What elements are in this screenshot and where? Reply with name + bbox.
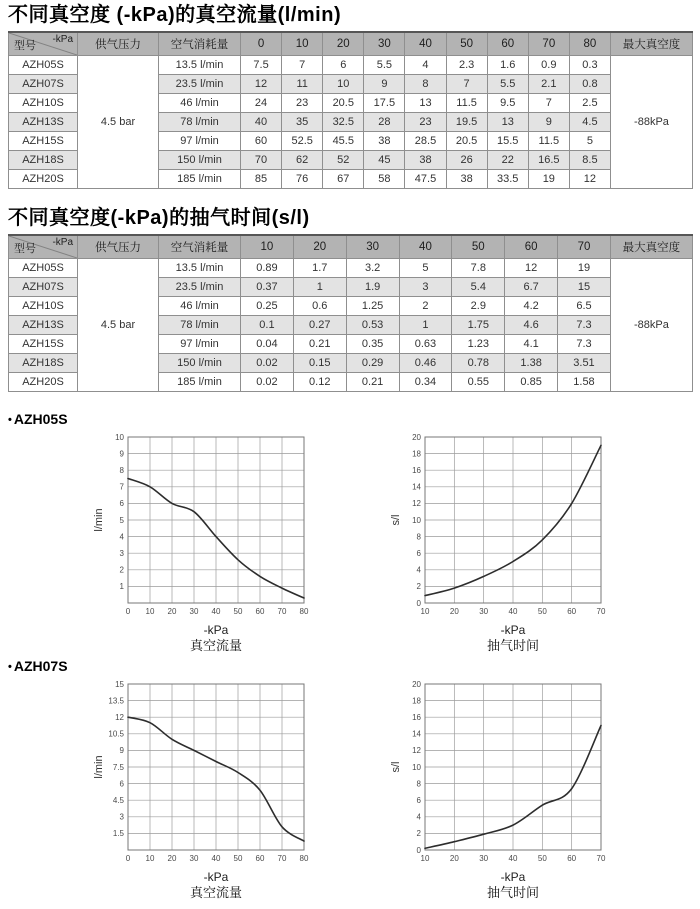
supply-pressure-cell: 4.5 bar	[78, 259, 159, 392]
value-cell: 0.02	[241, 354, 294, 373]
value-cell: 67	[323, 170, 364, 189]
y-tick-label: 4	[119, 532, 124, 542]
value-cell: 11.5	[528, 132, 569, 151]
x-tick-label: 60	[255, 607, 265, 616]
value-cell: 0.27	[293, 316, 346, 335]
value-cell: 23	[405, 113, 446, 132]
value-cell: 7	[282, 56, 323, 75]
value-cell: 1.9	[346, 278, 399, 297]
value-cell: 38	[364, 132, 405, 151]
value-cell: 9	[528, 113, 569, 132]
consumption-cell: 46 l/min	[159, 297, 241, 316]
value-cell: 6.7	[505, 278, 558, 297]
azh05s-time-chart	[387, 433, 627, 654]
consumption-cell: 185 l/min	[159, 373, 241, 392]
value-cell: 13	[487, 113, 528, 132]
corner-kpa-label: -kPa	[52, 34, 73, 45]
y-tick-label: 6	[119, 499, 124, 509]
y-tick-label: 12	[412, 746, 421, 756]
bullet-icon: •	[8, 661, 12, 673]
x-tick-label: 20	[449, 607, 459, 616]
column-header: 供气压力	[78, 235, 159, 259]
max-vacuum-cell: -88kPa	[610, 56, 692, 189]
consumption-cell: 78 l/min	[159, 316, 241, 335]
consumption-cell: 97 l/min	[159, 335, 241, 354]
consumption-cell: 150 l/min	[159, 354, 241, 373]
value-cell: 5.5	[487, 75, 528, 94]
value-cell: 2.5	[569, 94, 610, 113]
value-cell: 38	[446, 170, 487, 189]
value-cell: 0.85	[505, 373, 558, 392]
column-header: 20	[293, 235, 346, 259]
value-cell: 38	[405, 151, 446, 170]
chart-caption: 真空流量	[189, 638, 242, 653]
y-axis-label: s/l	[390, 761, 402, 773]
column-header: 10	[241, 235, 294, 259]
model-cell: AZH10S	[9, 94, 78, 113]
y-tick-label: 8	[416, 532, 421, 542]
model-heading-azh05s	[8, 411, 692, 428]
x-tick-label: 50	[537, 854, 547, 863]
value-cell: 0.15	[293, 354, 346, 373]
x-tick-label: 30	[479, 607, 489, 616]
value-cell: 2.1	[528, 75, 569, 94]
corner-kpa-label: -kPa	[52, 237, 73, 248]
x-tick-label: 40	[211, 607, 221, 616]
y-tick-label: 20	[412, 680, 421, 689]
value-cell: 1.6	[487, 56, 528, 75]
x-tick-label: 10	[420, 607, 430, 616]
value-cell: 0.21	[293, 335, 346, 354]
value-cell: 0.25	[241, 297, 294, 316]
x-tick-label: 60	[567, 854, 577, 863]
chart-caption: 抽气时间	[486, 885, 539, 900]
value-cell: 4.2	[505, 297, 558, 316]
value-cell: 0.37	[241, 278, 294, 297]
y-tick-label: 14	[412, 729, 421, 739]
value-cell: 0.02	[241, 373, 294, 392]
value-cell: 5.4	[452, 278, 505, 297]
y-tick-label: 9	[119, 746, 124, 756]
x-tick-label: 70	[277, 607, 287, 616]
value-cell: 32.5	[323, 113, 364, 132]
column-header: 60	[487, 32, 528, 56]
x-tick-label: 40	[508, 854, 518, 863]
value-cell: 7.5	[241, 56, 282, 75]
y-tick-label: 16	[412, 713, 421, 722]
model-cell: AZH15S	[9, 335, 78, 354]
model-cell: AZH20S	[9, 170, 78, 189]
x-tick-label: 60	[255, 854, 265, 863]
column-header: 30	[364, 32, 405, 56]
y-tick-label: 2	[416, 829, 421, 839]
y-tick-label: 10	[115, 433, 124, 442]
x-tick-label: 20	[167, 607, 177, 616]
consumption-cell: 13.5 l/min	[159, 56, 241, 75]
x-tick-label: 0	[125, 854, 131, 863]
y-tick-label: 8	[119, 466, 124, 475]
y-tick-label: 7.5	[112, 762, 124, 772]
value-cell: 1	[399, 316, 452, 335]
model-cell: AZH18S	[9, 354, 78, 373]
y-tick-label: 4	[416, 812, 421, 822]
y-tick-label: 2	[119, 565, 124, 575]
y-tick-label: 12	[115, 713, 124, 722]
column-header: 30	[346, 235, 399, 259]
value-cell: 11.5	[446, 94, 487, 113]
y-tick-label: 6	[416, 796, 421, 805]
value-cell: 2.9	[452, 297, 505, 316]
value-cell: 11	[282, 75, 323, 94]
consumption-cell: 97 l/min	[159, 132, 241, 151]
x-tick-label: 70	[277, 854, 287, 863]
table-row	[9, 259, 693, 278]
header-row	[9, 32, 693, 56]
y-tick-label: 0	[416, 598, 421, 608]
x-tick-label: 50	[233, 607, 243, 616]
model-cell: AZH07S	[9, 278, 78, 297]
value-cell: 20.5	[323, 94, 364, 113]
value-cell: 22	[487, 151, 528, 170]
model-cell: AZH13S	[9, 316, 78, 335]
value-cell: 0.04	[241, 335, 294, 354]
value-cell: 0.46	[399, 354, 452, 373]
value-cell: 40	[241, 113, 282, 132]
column-header: 最大真空度	[610, 32, 692, 56]
x-tick-label: 70	[596, 854, 606, 863]
value-cell: 19	[558, 259, 611, 278]
time-chart-canvas	[387, 433, 627, 619]
value-cell: 0.3	[569, 56, 610, 75]
y-axis-label: l/min	[93, 755, 105, 779]
y-tick-label: 15	[115, 680, 124, 689]
value-cell: 0.8	[569, 75, 610, 94]
value-cell: 60	[241, 132, 282, 151]
x-axis-label: -kPa	[203, 623, 229, 637]
value-cell: 6	[323, 56, 364, 75]
y-tick-label: 1.5	[112, 829, 124, 839]
value-cell: 12	[241, 75, 282, 94]
value-cell: 9	[364, 75, 405, 94]
flow-section-title: 不同真空度 (-kPa)的真空流量(l/min)	[8, 4, 342, 26]
value-cell: 28.5	[405, 132, 446, 151]
value-cell: 12	[569, 170, 610, 189]
x-tick-label: 30	[189, 607, 199, 616]
value-cell: 12	[505, 259, 558, 278]
evacuation-section-title: 不同真空度(-kPa)的抽气时间(s/l)	[8, 207, 310, 229]
value-cell: 8	[405, 75, 446, 94]
value-cell: 47.5	[405, 170, 446, 189]
model-cell: AZH05S	[9, 56, 78, 75]
value-cell: 16.5	[528, 151, 569, 170]
value-cell: 52	[323, 151, 364, 170]
value-cell: 0.6	[293, 297, 346, 316]
value-cell: 6.5	[558, 297, 611, 316]
model-cell: AZH13S	[9, 113, 78, 132]
y-tick-label: 18	[412, 449, 421, 459]
value-cell: 2.3	[446, 56, 487, 75]
azh07s-flow-chart	[90, 680, 330, 901]
y-tick-label: 10.5	[108, 729, 124, 739]
value-cell: 1.58	[558, 373, 611, 392]
column-header: 50	[446, 32, 487, 56]
column-header: 60	[505, 235, 558, 259]
value-cell: 1.23	[452, 335, 505, 354]
value-cell: 7.3	[558, 316, 611, 335]
x-tick-label: 30	[479, 854, 489, 863]
column-header: 70	[528, 32, 569, 56]
y-tick-label: 8	[416, 779, 421, 789]
header-row	[9, 235, 693, 259]
y-tick-label: 3	[119, 549, 124, 558]
value-cell: 3.51	[558, 354, 611, 373]
value-cell: 20.5	[446, 132, 487, 151]
value-cell: 15.5	[487, 132, 528, 151]
value-cell: 24	[241, 94, 282, 113]
value-cell: 0.1	[241, 316, 294, 335]
column-header: 空气消耗量	[159, 32, 241, 56]
value-cell: 23	[282, 94, 323, 113]
column-header: 最大真空度	[610, 235, 692, 259]
y-axis-label: l/min	[93, 508, 105, 532]
value-cell: 0.89	[241, 259, 294, 278]
y-tick-label: 18	[412, 696, 421, 706]
value-cell: 19	[528, 170, 569, 189]
y-tick-label: 0	[416, 845, 421, 855]
model-heading-text: AZH07S	[13, 658, 68, 674]
model-heading-azh07s	[8, 658, 692, 675]
model-cell: AZH18S	[9, 151, 78, 170]
x-tick-label: 20	[449, 854, 459, 863]
azh07s-charts-row	[8, 680, 692, 901]
value-cell: 52.5	[282, 132, 323, 151]
column-header: 空气消耗量	[159, 235, 241, 259]
value-cell: 3	[399, 278, 452, 297]
column-header: 50	[452, 235, 505, 259]
value-cell: 15	[558, 278, 611, 297]
value-cell: 58	[364, 170, 405, 189]
value-cell: 1.75	[452, 316, 505, 335]
x-tick-label: 10	[420, 854, 430, 863]
vacuum-flow-table	[8, 31, 693, 189]
column-header: 10	[282, 32, 323, 56]
value-cell: 0.9	[528, 56, 569, 75]
column-header: 供气压力	[78, 32, 159, 56]
consumption-cell: 23.5 l/min	[159, 278, 241, 297]
corner-header	[9, 32, 78, 56]
value-cell: 0.78	[452, 354, 505, 373]
value-cell: 45	[364, 151, 405, 170]
value-cell: 70	[241, 151, 282, 170]
value-cell: 7.8	[452, 259, 505, 278]
consumption-cell: 13.5 l/min	[159, 259, 241, 278]
y-tick-label: 20	[412, 433, 421, 442]
evacuation-time-table	[8, 234, 693, 392]
supply-pressure-cell: 4.5 bar	[78, 56, 159, 189]
value-cell: 26	[446, 151, 487, 170]
value-cell: 4.1	[505, 335, 558, 354]
consumption-cell: 185 l/min	[159, 170, 241, 189]
value-cell: 4.5	[569, 113, 610, 132]
value-cell: 0.63	[399, 335, 452, 354]
model-cell: AZH05S	[9, 259, 78, 278]
corner-model-label: 型号	[14, 243, 36, 255]
value-cell: 4	[405, 56, 446, 75]
y-tick-label: 6	[119, 779, 124, 789]
x-axis-label: -kPa	[500, 623, 526, 637]
y-tick-label: 7	[119, 482, 124, 492]
value-cell: 45.5	[323, 132, 364, 151]
value-cell: 19.5	[446, 113, 487, 132]
value-cell: 5	[569, 132, 610, 151]
y-tick-label: 4	[416, 565, 421, 575]
chart-caption: 抽气时间	[486, 638, 539, 653]
value-cell: 1	[293, 278, 346, 297]
value-cell: 7.3	[558, 335, 611, 354]
corner-header	[9, 235, 78, 259]
y-tick-label: 1	[119, 582, 124, 592]
model-heading-text: AZH05S	[13, 411, 68, 427]
model-cell: AZH07S	[9, 75, 78, 94]
value-cell: 5	[399, 259, 452, 278]
y-tick-label: 6	[416, 549, 421, 558]
x-tick-label: 10	[145, 607, 155, 616]
value-cell: 0.53	[346, 316, 399, 335]
value-cell: 7	[446, 75, 487, 94]
value-cell: 10	[323, 75, 364, 94]
value-cell: 17.5	[364, 94, 405, 113]
x-tick-label: 40	[508, 607, 518, 616]
column-header: 20	[323, 32, 364, 56]
corner-model-label: 型号	[14, 40, 36, 52]
y-tick-label: 9	[119, 449, 124, 459]
consumption-cell: 150 l/min	[159, 151, 241, 170]
y-tick-label: 10	[412, 762, 421, 772]
x-tick-label: 50	[233, 854, 243, 863]
y-tick-label: 2	[416, 582, 421, 592]
x-tick-label: 60	[567, 607, 577, 616]
value-cell: 9.5	[487, 94, 528, 113]
x-tick-label: 30	[189, 854, 199, 863]
column-header: 0	[241, 32, 282, 56]
x-tick-label: 80	[299, 607, 309, 616]
azh05s-flow-chart	[90, 433, 330, 654]
value-cell: 0.55	[452, 373, 505, 392]
y-axis-label: s/l	[390, 514, 402, 526]
y-tick-label: 16	[412, 466, 421, 475]
value-cell: 62	[282, 151, 323, 170]
value-cell: 0.35	[346, 335, 399, 354]
value-cell: 2	[399, 297, 452, 316]
azh05s-charts-row	[8, 433, 692, 654]
y-tick-label: 3	[119, 812, 124, 822]
value-cell: 1.7	[293, 259, 346, 278]
consumption-cell: 46 l/min	[159, 94, 241, 113]
column-header: 40	[399, 235, 452, 259]
value-cell: 0.34	[399, 373, 452, 392]
value-cell: 0.21	[346, 373, 399, 392]
value-cell: 35	[282, 113, 323, 132]
x-tick-label: 20	[167, 854, 177, 863]
model-cell: AZH10S	[9, 297, 78, 316]
value-cell: 1.38	[505, 354, 558, 373]
time-chart-canvas	[387, 680, 627, 866]
x-tick-label: 80	[299, 854, 309, 863]
value-cell: 5.5	[364, 56, 405, 75]
azh07s-time-chart	[387, 680, 627, 901]
column-header: 40	[405, 32, 446, 56]
max-vacuum-cell: -88kPa	[610, 259, 692, 392]
x-tick-label: 40	[211, 854, 221, 863]
value-cell: 4.6	[505, 316, 558, 335]
y-tick-label: 14	[412, 482, 421, 492]
chart-caption: 真空流量	[189, 885, 242, 900]
value-cell: 85	[241, 170, 282, 189]
bullet-icon: •	[8, 414, 12, 426]
value-cell: 0.12	[293, 373, 346, 392]
y-tick-label: 12	[412, 499, 421, 509]
value-cell: 7	[528, 94, 569, 113]
model-cell: AZH15S	[9, 132, 78, 151]
value-cell: 1.25	[346, 297, 399, 316]
value-cell: 0.29	[346, 354, 399, 373]
table-row	[9, 56, 693, 75]
x-axis-label: -kPa	[203, 870, 229, 884]
x-tick-label: 0	[125, 607, 131, 616]
y-tick-label: 5	[119, 515, 124, 525]
model-cell: AZH20S	[9, 373, 78, 392]
flow-chart-canvas	[90, 433, 330, 619]
x-tick-label: 70	[596, 607, 606, 616]
consumption-cell: 23.5 l/min	[159, 75, 241, 94]
value-cell: 8.5	[569, 151, 610, 170]
value-cell: 28	[364, 113, 405, 132]
y-tick-label: 13.5	[108, 696, 124, 706]
column-header: 70	[558, 235, 611, 259]
x-tick-label: 50	[537, 607, 547, 616]
y-tick-label: 4.5	[112, 796, 124, 805]
value-cell: 76	[282, 170, 323, 189]
y-tick-label: 10	[412, 515, 421, 525]
consumption-cell: 78 l/min	[159, 113, 241, 132]
value-cell: 33.5	[487, 170, 528, 189]
value-cell: 3.2	[346, 259, 399, 278]
column-header: 80	[569, 32, 610, 56]
x-axis-label: -kPa	[500, 870, 526, 884]
x-tick-label: 10	[145, 854, 155, 863]
value-cell: 13	[405, 94, 446, 113]
flow-chart-canvas	[90, 680, 330, 866]
